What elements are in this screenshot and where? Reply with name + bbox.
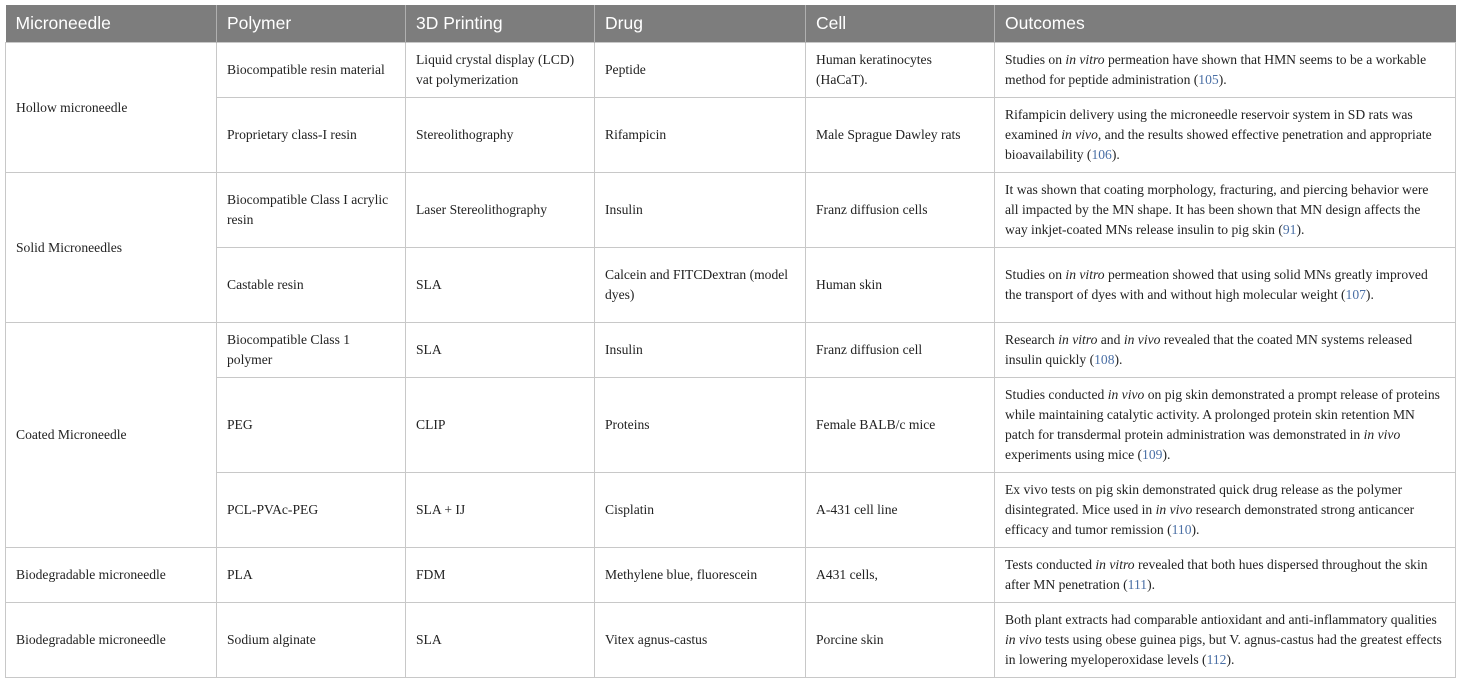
outcome-text: ). (1365, 287, 1374, 302)
cell-drug: Cisplatin (595, 473, 806, 548)
italic-term: in vitro (1095, 557, 1135, 572)
outcome-text: ). (1162, 447, 1171, 462)
cell-cell: A-431 cell line (806, 473, 995, 548)
cell-3d-printing: FDM (406, 548, 595, 603)
italic-term: in vivo (1061, 127, 1098, 142)
table-row (6, 603, 1456, 678)
italic-term: in vitro (1065, 267, 1105, 282)
italic-term: in vivo (1155, 502, 1193, 517)
outcome-text: Ex vivo tests on pig skin demonstrated quick drug release as the polymer disintegrated. Mice used in (1005, 482, 1403, 517)
outcome-text: research demonstrated strong anticancer efficacy and tumor remission ( (1005, 502, 1415, 537)
cell-polymer: PCL-PVAc-PEG (217, 473, 406, 548)
outcome-text: revealed that the coated MN systems released insulin quickly ( (1005, 332, 1413, 367)
cell-polymer: Biocompatible Class I acrylic resin (217, 173, 406, 248)
header-row (6, 5, 1456, 43)
header-outcomes: Outcomes (995, 5, 1456, 43)
outcome-text: ). (1114, 352, 1123, 367)
header-microneedle: Microneedle (6, 5, 217, 43)
citation-link[interactable]: 108 (1094, 352, 1115, 367)
citation-link[interactable]: 110 (1171, 522, 1192, 537)
cell-drug: Insulin (595, 323, 806, 378)
cell-3d-printing: Liquid crystal display (LCD) vat polymerization (406, 43, 595, 98)
cell-3d-printing: CLIP (406, 378, 595, 473)
outcome-text: Studies on (1005, 52, 1066, 67)
header-polymer: Polymer (217, 5, 406, 43)
cell-polymer: Proprietary class-I resin (217, 98, 406, 173)
cell-cell: Franz diffusion cells (806, 173, 995, 248)
table-row (6, 248, 1456, 323)
cell-drug: Methylene blue, fluorescein (595, 548, 806, 603)
outcome-text: ). (1147, 577, 1155, 592)
cell-cell: Human skin (806, 248, 995, 323)
cell-drug: Insulin (595, 173, 806, 248)
cell-drug: Vitex agnus-castus (595, 603, 806, 678)
outcome-text: Studies conducted (1005, 387, 1108, 402)
cell-cell: A431 cells, (806, 548, 995, 603)
outcome-text: revealed that both hues dispersed throughout the skin after MN penetration ( (1005, 557, 1428, 592)
table-row (6, 98, 1456, 173)
outcome-text: permeation have shown that HMN seems to be a workable method for peptide administration ( (1005, 52, 1427, 87)
italic-term: in vivo (1005, 632, 1042, 647)
cell-outcome (995, 603, 1456, 678)
cell-outcome (995, 43, 1456, 98)
table-row (6, 378, 1456, 473)
cell-cell: Porcine skin (806, 603, 995, 678)
header-cell: Cell (806, 5, 995, 43)
cell-cell: Franz diffusion cell (806, 323, 995, 378)
cell-3d-printing: Laser Stereolithography (406, 173, 595, 248)
table-row (6, 173, 1456, 248)
cell-drug: Calcein and FITCDextran (model dyes) (595, 248, 806, 323)
cell-outcome (995, 98, 1456, 173)
cell-polymer: Castable resin (217, 248, 406, 323)
cell-3d-printing: SLA (406, 603, 595, 678)
cell-cell: Female BALB/c mice (806, 378, 995, 473)
outcome-text: experiments using mice ( (1005, 447, 1143, 462)
outcome-text: ). (1218, 72, 1227, 87)
cell-outcome (995, 323, 1456, 378)
cell-drug: Peptide (595, 43, 806, 98)
cell-drug: Rifampicin (595, 98, 806, 173)
microneedle-table (5, 5, 1456, 678)
cell-3d-printing: SLA (406, 323, 595, 378)
outcome-text: Rifampicin delivery using the microneedle reservoir system in SD rats was examined (1005, 107, 1413, 142)
citation-link[interactable]: 109 (1142, 447, 1163, 462)
cell-polymer: Biocompatible resin material (217, 43, 406, 98)
outcome-text: Tests conducted (1005, 557, 1096, 572)
cell-outcome (995, 378, 1456, 473)
citation-link[interactable]: 107 (1345, 287, 1366, 302)
cell-polymer: Biocompatible Class 1 polymer (217, 323, 406, 378)
table-row (6, 323, 1456, 378)
outcome-text: ). (1296, 222, 1305, 237)
cell-microneedle: Biodegradable microneedle (6, 603, 217, 678)
outcome-text: It was shown that coating morphology, fracturing, and piercing behavior were all impacted by the MN shape. It has been shown that MN design affects the way inkjet-coated MNs release insulin to pig skin ( (1005, 182, 1429, 237)
cell-cell: Male Sprague Dawley rats (806, 98, 995, 173)
italic-term: in vivo (1363, 427, 1401, 442)
cell-outcome (995, 173, 1456, 248)
outcome-text: ). (1111, 147, 1120, 162)
cell-3d-printing: Stereolithography (406, 98, 595, 173)
cell-polymer: PLA (217, 548, 406, 603)
table-row (6, 43, 1456, 98)
outcome-text: Studies on (1005, 267, 1066, 282)
cell-outcome (995, 473, 1456, 548)
citation-link[interactable]: 106 (1091, 147, 1112, 162)
outcome-text: Both plant extracts had comparable antioxidant and anti-inflammatory qualities (1005, 612, 1437, 627)
cell-cell: Human keratinocytes (HaCaT). (806, 43, 995, 98)
cell-outcome (995, 248, 1456, 323)
cell-drug: Proteins (595, 378, 806, 473)
table-row (6, 548, 1456, 603)
italic-term: in vivo (1123, 332, 1161, 347)
cell-3d-printing: SLA (406, 248, 595, 323)
citation-link[interactable]: 91 (1282, 222, 1297, 237)
outcome-text: , and the results showed effective penetration and appropriate bioavailability ( (1005, 127, 1432, 162)
header-drug: Drug (595, 5, 806, 43)
outcome-text: permeation showed that using solid MNs greatly improved the transport of dyes with and without high molecular weight ( (1005, 267, 1428, 302)
cell-3d-printing: SLA + IJ (406, 473, 595, 548)
italic-term: in vitro (1058, 332, 1098, 347)
cell-microneedle: Biodegradable microneedle (6, 548, 217, 603)
outcome-text: Research (1005, 332, 1059, 347)
cell-polymer: PEG (217, 378, 406, 473)
cell-microneedle: Solid Microneedles (6, 173, 217, 323)
outcome-text: ). (1226, 652, 1235, 667)
outcome-text: and (1097, 332, 1124, 347)
outcome-text: tests using obese guinea pigs, but V. agnus-castus had the greatest effects in lowering myeloperoxidase levels ( (1005, 632, 1442, 667)
italic-term: in vitro (1065, 52, 1105, 67)
outcome-text: ). (1191, 522, 1200, 537)
header-3d-printing: 3D Printing (406, 5, 595, 43)
table-body (6, 43, 1456, 678)
italic-term: in vivo (1107, 387, 1145, 402)
cell-outcome (995, 548, 1456, 603)
cell-polymer: Sodium alginate (217, 603, 406, 678)
citation-link[interactable]: 112 (1206, 652, 1227, 667)
cell-microneedle: Coated Microneedle (6, 323, 217, 548)
citation-link[interactable]: 111 (1127, 577, 1148, 592)
outcome-text: on pig skin demonstrated a prompt release of proteins while maintaining catalytic activity. A prolonged protein skin retention MN patch for transdermal protein administration was demonstrated in (1005, 387, 1440, 442)
cell-microneedle: Hollow microneedle (6, 43, 217, 173)
table-row (6, 473, 1456, 548)
citation-link[interactable]: 105 (1198, 72, 1219, 87)
